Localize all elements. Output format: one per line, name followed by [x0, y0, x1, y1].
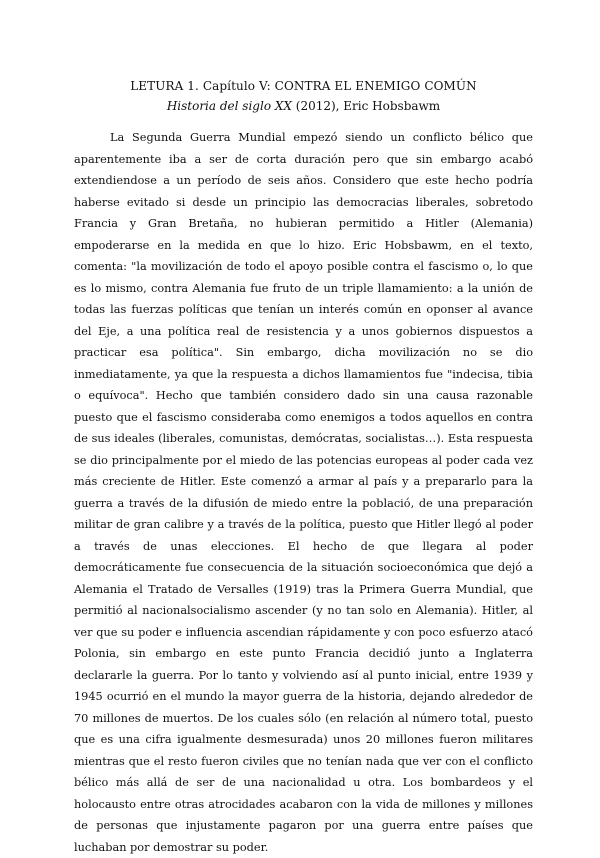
document-title: LETURA 1. Capítulo V: CONTRA EL ENEMIGO COMÚN: [130, 79, 477, 93]
body-paragraph: La Segunda Guerra Mundial empezó siendo un conflicto bélico que aparentemente iba a ser de corta duración pero que sin embargo acabó extendiendose a un período de seis años. Considero que este hecho podría haberse evitado si desde un principio las democracias liberales, sobretodo Francia y Gran Bretaña, no hubieran permitido a Hitler (Alemania) empoderarse en la medida en que lo hizo. Eric Hobsbawm, en el texto, comenta: "la movilización de todo el apoyo posible contra el fascismo o, lo que es lo mismo, contra Alemania fue fruto de un triple llamamiento: a la unión de todas las fuerzas políticas que tenían un interés común en oponser al avance del Eje, a una política real de resistencia y a unos gobiernos dispuestos a practicar esa política". Sin embargo, dicha movilización no se dio inmediatamente, ya que la respuesta a dichos llamamientos fue "indecisa, tibia o equívoca". Hecho que también considero dado sin una causa razonable puesto que el fascismo consideraba como enemigos a todos aquellos en contra de sus ideales (liberales, comunistas, demócratas, socialistas…). Esta respuesta se dio principalmente por el miedo de las potencias europeas al poder cada vez más creciente de Hitler. Este comenzó a armar al país y a prepararlo para la guerra a través de la difusión de miedo entre la població, de una preparación militar de gran calibre y a través de la política, puesto que Hitler llegó al poder a través de unas elecciones. El hecho de que llegara al poder democráticamente fue consecuencia de la situación socioeconómica que dejó a Alemania el Tratado de Versalles (1919) tras la Primera Guerra Mundial, que permitió al nacionalsocialismo ascender (y no tan solo en Alemania). Hitler, al ver que su poder e influencia ascendian rápidamente y con poco esfuerzo atacó Polonia, sin embargo en este punto Francia decidió junto a Inglaterra declararle la guerra. Por lo tanto y volviendo así al punto inicial, entre 1939 y 1945 ocurrió en el mundo la mayor guerra de la historia, dejando alrededor de 70 millones de muertos. De los cuales sólo (en relación al número total, puesto que es una cifra igualmente desmesurada) unos 20 millones fueron militares mientras que el resto fueron civiles que no tenían nada que ver con el conflicto bélico más allá de ser de una nacionalidad u otra. Los bombardeos y el holocausto entre otras atrocidades acabaron con la vida de millones y millones de personas que injustamente pagaron por una guerra entre países que luchaban por demostrar su poder.: [74, 131, 533, 854]
document-subtitle: [74, 96, 533, 116]
book-title: Historia del siglo XX: [166, 99, 292, 113]
book-citation: (2012), Eric Hobsbawm: [291, 99, 441, 113]
